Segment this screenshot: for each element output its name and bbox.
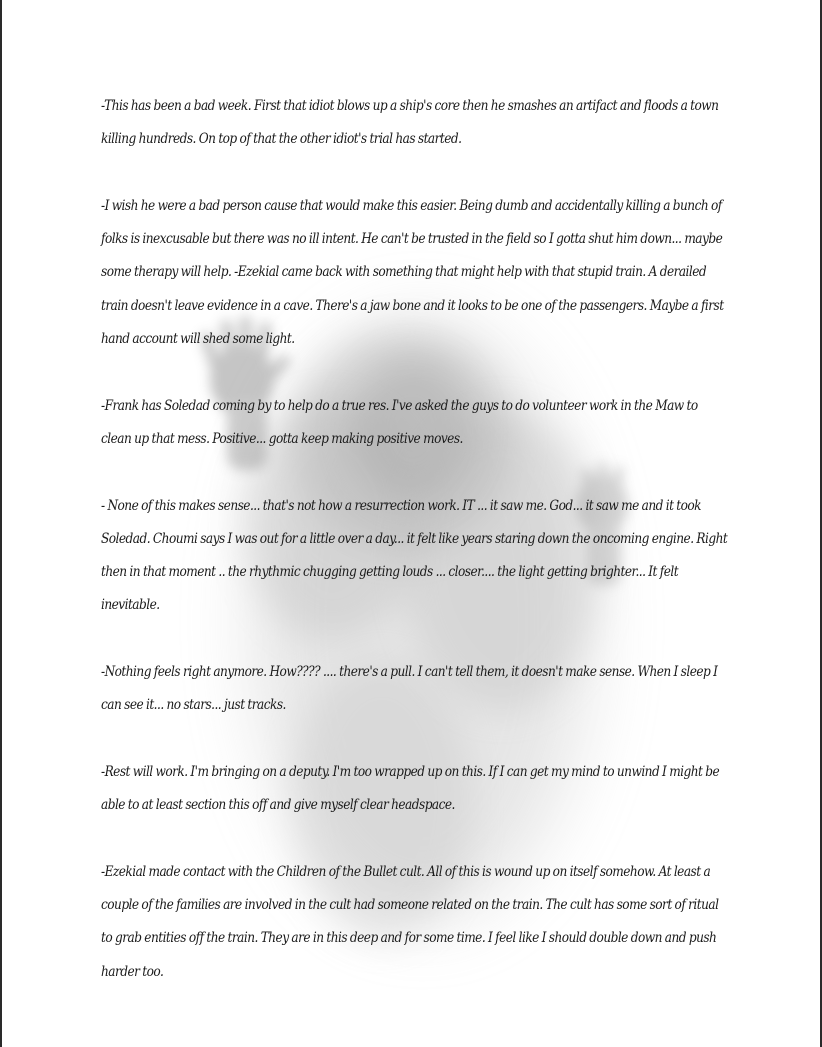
journal-entry: -Frank has Soledad coming by to help do a true res. I've asked the guys to do volunteer work in the Maw to clean up that mess. Positive... gotta keep making positive moves. bbox=[101, 397, 698, 447]
journal-entry: -Rest will work. I'm bringing on a deputy. I'm too wrapped up on this. If I can get my mind to unwind I might be able to at least section this off and give myself clear headspace. bbox=[101, 763, 720, 814]
journal-entry: -This has been a bad week. First that idiot blows up a ship's core then he smashes an artifact and floods a town killing hundreds. On top of that the other idiot's trial has started. bbox=[101, 98, 719, 148]
journal-entry: - None of this makes sense... that's not how a resurrection work. IT ... it saw me. God... it saw me and it took Soledad. Choumi says I was out for a little over a day... it felt like years staring down the oncoming engine. Right then in that moment .. the rhythmic chugging getting louds ... closer.... the light getting brighter... It felt inevitable. bbox=[101, 497, 728, 614]
journal-entry: -I wish he were a bad person cause that would make this easier. Being dumb and accidentally killing a bunch of folks is inexcusable but there was no ill intent. He can't be trusted in the field so I gotta shut him down... maybe some therapy will help. -Ezekial came back with something that might help with that stupid train. A derailed train doesn't leave evidence in a cave. There's a jaw bone and it looks to be one of the passengers. Maybe a first hand account will shed some light. bbox=[101, 197, 724, 348]
journal-text bbox=[101, 90, 729, 1022]
journal-entry: -Nothing feels right anymore. How???? .... there's a pull. I can't tell them, it doesn't make sense. When I sleep I can see it... no stars... just tracks. bbox=[101, 664, 718, 714]
journal-entry: -Ezekial made contact with the Children of the Bullet cult. All of this is wound up on itself somehow. At least a couple of the families are involved in the cult had someone related on the train. The cult has some sort of ritual to grab entities off the train. They are in this deep and for some time. I feel like I should double down and push harder too. bbox=[101, 863, 719, 980]
